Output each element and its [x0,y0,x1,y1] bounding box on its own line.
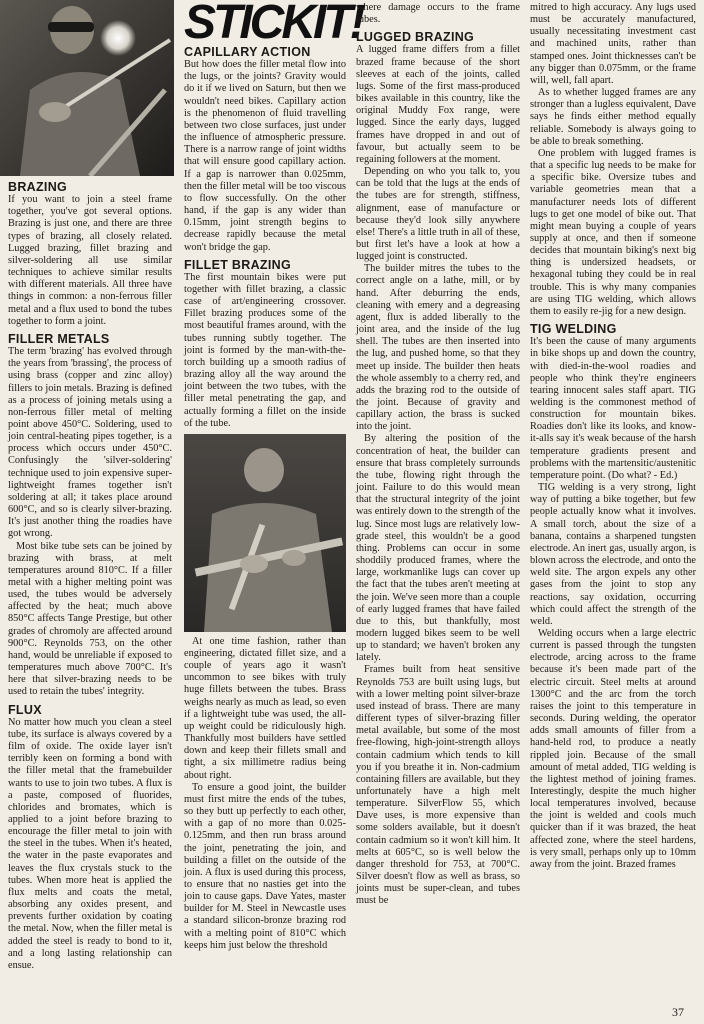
paragraph: As to whether lugged frames are any stronger than a lugless equivalent, Dave says he finds either method equally reliable. Somebody is always going to be able to break something. [530,87,696,147]
paragraph: But how does the filler metal flow into the lugs, or the joints? Gravity would do it if we lived on Saturn, but then we wouldn't need bikes. Capillary action is the phenomenon of fluid travelling between two close surfaces, just under the influence of atmospheric pressure. There is a narrow range of joint widths that will ensure good capillary action. If a gap is narrower than 0.025mm, then the filler metal will be too viscous to flow successfully. On the other hand, if the gap is any wider than 0.15mm, joint strength begins to decrease rapidly because the metal won't bridge the gap. [184,59,346,253]
paragraph: No matter how much you clean a steel tube, its surface is always covered by a film of oxide. The oxide layer isn't terribly keen on forming a bond with the filler metal that the framebuilder wants to use to join two tubes. A flux is a paste, composed of fluorides, chlorides and bromates, which is applied to a joint before brazing to encourage the filler metal to join with the steel in the tubes. When it's heated, the water in the paste evaporates and leaves the flux crystals stuck to the tubes. When more heat is applied the flux melts and coats the metal, absorbing any oxides present, and prevents further oxidation by coating the metal. Now, when the filler metal is added the steel is ready to bond to it, and a long lasting relationship can ensue. [8,716,172,971]
photo-builder-brazing [0,0,174,176]
paragraph: Depending on who you talk to, you can be told that the lugs at the ends of the tubes are for strength, stiffness, alignment, ease of manufacture or because they'd look silly anywhere else! There's a little truth in all of these, but first let's have a look at how a lugged joint is constructed. [356,166,520,263]
column-3 [356,2,520,908]
heading-fillet-brazing: FILLET BRAZING [184,257,291,272]
heading-lugged-brazing: LUGGED BRAZING [356,30,475,45]
page-number: 37 [672,1005,684,1019]
heading-flux: FLUX [8,702,42,717]
column-4 [530,2,696,871]
paragraph: The builder mitres the tubes to the correct angle on a lathe, mill, or by hand. After deburring the ends, cleaning with emery and a degreasing agent, flux is added liberally to the joint area, and the inside of the lug shell. The tubes are then inserted into the lug, and pushed home, so that they meet up inside. The builder then heats the whole assembly to a cherry red, and adds the brazing rod to the outside of the joint. Because of gravity and capillary action, the brass is sucked into the joint. [356,263,520,433]
paragraph: TIG welding is a very strong, light way of putting a bike together, but few people actually know what it involves. A small torch, about the size of a banana, contains a sharpened tungsten electrode. An inert gas, usually argon, is blown across the electrode, and onto the weld site. The argon expels any other gases from the joint to stop any reactions, say oxidation, occurring which could affect the strength of the weld. [530,482,696,627]
brazing-photo-image [0,0,174,176]
fillet-photo-image [184,434,346,632]
paragraph: where damage occurs to the frame tubes. [356,2,520,26]
heading-brazing: BRAZING [8,180,68,194]
paragraph: By altering the position of the concentration of heat, the builder can ensure that brass completely surrounds the tube, flowing right through the joint. Failure to do this would mean that the structural integrity of the joint was entirely down to the strength of the lug. Since most lugs are relatively low-grade steel, this wouldn't be a good thing. Problems can occur in some shoddily produced frames, where the large, workmanlike lugs can cover up the fact that the tubes aren't meeting at the join. We've seen more than a couple of early lugged frames that have failed due to this, but thankfully, most modern lugged bikes seem to be well up to standard; we haven't broken any lately. [356,433,520,664]
column-2 [184,44,346,952]
paragraph: A lugged frame differs from a fillet brazed frame because of the short sleeves at each of the joints, called lugs. Some of the first mass-produced bikes available in this country, like the original Muddy Fox range, were lugged. Since the early days, lugged frames have dropped in and out of favour, but actually seem to be regaining followers at the moment. [356,44,520,165]
paragraph: Most bike tube sets can be joined by brazing with brass, at melt temperatures around 810°C. If a filler metal with a higher melting point was used, the tubes would be adversely affected by the heat; much above 850°C affects Tange Prestige, but other grades of chromoly are affected around 900°C. Reynolds 753, on the other hand, would be unreliable if exposed to temperatures much above 700°C. It's here that silver-brazing needs to be used to retain the tubes' integrity. [8,540,172,698]
heading-tig-welding: TIG WELDING [530,322,617,337]
paragraph: The term 'brazing' has evolved through the years from 'brassing', the process of using brass (copper and zinc alloy) fillers to join metals. Brazing is defined as a process of joining metals using a non-ferrous filler metal of melting point above 450°C. Soldering, used to join central-heating pipes together, is a process which occurs under 450°C. Confusingly the 'silver-soldering' technique used to join expensive super-lightweight frames together isn't soldering at all; it takes place around 600°C, and so is clearly silver-brazing. It's just another thing the roadies have got wrong. [8,346,172,540]
column-1 [8,176,172,972]
heading-capillary-action: CAPILLARY ACTION [184,45,311,59]
masthead-title: STICKIT! [184,0,363,49]
paragraph: mitred to high accuracy. Any lugs used must be accurately manufactured, usually necessitating investment cast and machined units, rather than stamped ones. Joint thicknesses can't be any bigger than 0.075mm, or the frame will, well, fall apart. [530,2,696,86]
paragraph: If you want to join a steel frame together, you've got several options. Brazing is just one, and there are three types of brazing, all closely related. Lugged brazing, fillet brazing and silver-soldering all use similar techniques to achieve similar results with different materials. All three have things in common: a non-ferrous filler metal and a flux used to bond the tubes together to form a joint. [8,194,172,327]
heading-filler-metals: FILLER METALS [8,331,110,346]
paragraph: Welding occurs when a large electric current is passed through the tungsten electrode, arcing across to the frame because it's been made part of the electric circuit. Steel melts at around 1300°C and the arc from the torch raises the joint to this temperature in seconds. During welding, the operator adds small amounts of filler from a hand-held rod, to produce a neatly rippled join. Because of the small amount of metal added, TIG welding is the lightest method of joining frames. Interestingly, despite the much higher local temperatures involved, because the joint is welded and cools much quicker than if it was brazed, the heat affected zone, where the steel hardens, is very small, perhaps only up to 10mm away from the joint. Brazed frames [530,627,696,870]
paragraph: At one time fashion, rather than engineering, dictated fillet size, and a couple of years ago it wasn't uncommon to see bikes with truly huge fillets between the tubes. Brass weighs nearly as much as lead, so even if a lightweight tube was used, the all-up weight could be ridiculously high. Thankfully most builders have settled down and keep their fillets small and tight, a six millimetre radius being about right. [184,635,346,781]
photo-fillet-brazing [184,434,346,632]
paragraph: It's been the cause of many arguments in bike shops up and down the country, with died-in-the-wool roadies and people who think they're engineers tearing innocent sales staff apart. TIG welding is the commonest method of construction for mountain bikes. Roadies don't like its looks, and know-it-alls say it's weak because of the harsh temperature gradients present and problems with the martensitic/austenitic temperature point. (Do what? - Ed.) [530,336,696,481]
paragraph: Frames built from heat sensitive Reynolds 753 are built using lugs, but with a lower melting point silver-braze used instead of brass. There are many different types of silver-brazing filler metal available, but some of the most free-flowing, high-joint-strength alloys contain cadmium which tends to kill you if you breathe it in. Non-cadmium containing fillers are available, but they unfortunately have a high melt temperature. SilverFlow 55, which Dave uses, is more expensive than some solders available, but it doesn't contain cadmium so it won't kill him. It melts at 605°C, so is well below the danger threshold for 753, at 700°C. Silver doesn't flow as well as brass, so joints must be super-clean, and tubes must be [356,664,520,907]
paragraph: The first mountain bikes were put together with fillet brazing, a classic case of art/engineering crossover. Fillet brazing produces some of the most beautiful frames around, with the tubes running subtly together. The joint is formed by the man-with-the-torch building up a smooth radius of brazing alloy all the way around the joint between the two tubes, with the filler metal penetrating the gap, and actually forming a fillet on the inside of the tube. [184,271,346,429]
paragraph: To ensure a good joint, the builder must first mitre the ends of the tubes, so they butt up perfectly to each other, with a gap of no more than 0.025-0.125mm, and then run brass around the joint, penetrating the join, and building a fillet on the outside of the join. A flux is used during this process, to ensure that no nasties get into the join to cause gaps. Dave Yates, master builder for M. Steel in Newcastle uses a standard silicon-bronze brazing rod with a melting point of 810°C which keeps him just below the threshold [184,781,346,951]
paragraph: One problem with lugged frames is that a specific lug needs to be make for a specific bike. Oversize tubes and variable geometries mean that a manufacturer needs lots of different lugs to get one model of bike out. That might mean buying a couple of years supply at once, and then if someone decides that mountain biking's next big thing is undersized headsets, or hexagonal tubing they could be in real trouble. This is why many companies are using TIG welding, which allows them to easily re-jig for a new design. [530,147,696,317]
